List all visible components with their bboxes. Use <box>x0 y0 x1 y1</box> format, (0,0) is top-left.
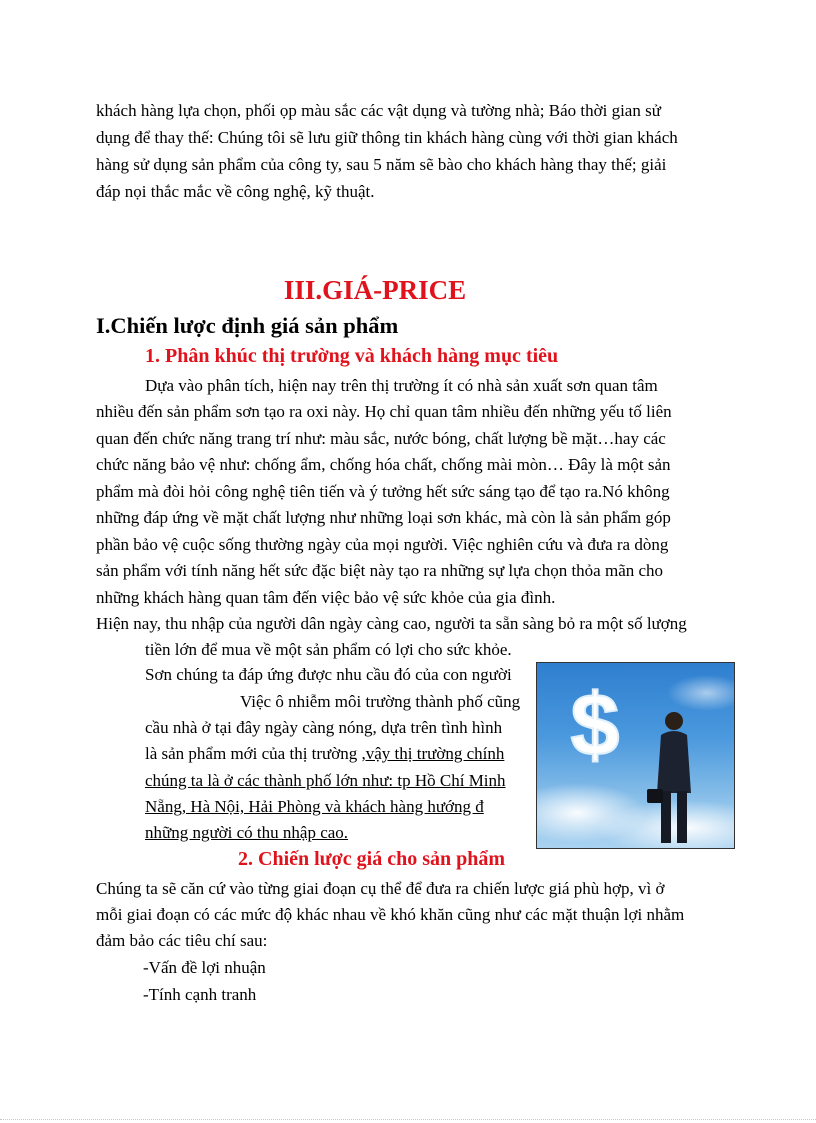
body-line: sản phẩm với tính năng hết sức đặc biệt này tạo ra những sự lựa chọn thỏa mãn cho <box>96 561 664 580</box>
body-line: những khách hàng quan tâm đến việc bảo vệ sức khỏe của gia đình. <box>96 588 556 607</box>
body-line: Hiện nay, thu nhập của người dân ngày càng cao, người ta sẵn sàng bỏ ra một số lượng <box>96 614 687 633</box>
underlined-text: ,vậy thị trường chính <box>361 744 505 763</box>
body-line: Chúng ta sẽ căn cứ vào từng giai đoạn cụ thể để đưa ra chiến lược giá phù hợp, vì ở <box>96 879 665 898</box>
image-illustration <box>537 663 734 848</box>
body-line: Việc ô nhiễm môi trường thành phố cũng <box>240 692 521 711</box>
underlined-line: những người có thu nhập cao. <box>145 823 349 842</box>
body-line: mỗi giai đoạn có các mức độ khác nhau về khó khăn cũng như các mặt thuận lợi nhằm <box>96 905 685 924</box>
cloud <box>667 675 734 711</box>
body-text: là sản phẩm mới của thị trường <box>145 744 362 763</box>
intro-line: dụng để thay thế: Chúng tôi sẽ lưu giữ thông tin khách hàng cùng với thời gian khách <box>96 128 678 147</box>
dollar-sign-cloud: $ <box>570 675 620 774</box>
subheading-price-strategy: 2. Chiến lược giá cho sản phẩm <box>238 848 506 870</box>
intro-line: hàng sử dụng sản phẩm của công ty, sau 5 năm sẽ bào cho khách hàng thay thế; giải <box>96 155 667 174</box>
body-line: Dựa vào phân tích, hiện nay trên thị trường ít có nhà sản xuất sơn quan tâm <box>145 376 658 395</box>
body-line: quan đến chức năng trang trí như: màu sắc, nước bóng, chất lượng bề mặt…hay các <box>96 429 666 448</box>
body-line: phẩm mà đòi hỏi công nghệ tiên tiến và ý tưởng hết sức sáng tạo để tạo ra.Nó không <box>96 482 670 501</box>
body-line: phần bảo vệ cuộc sống thường ngày của mọi người. Việc nghiên cứu và đưa ra dòng <box>96 535 669 554</box>
subheading-market-segmentation: 1. Phân khúc thị trường và khách hàng mục tiêu <box>145 345 559 367</box>
heading-pricing-strategy: I.Chiến lược định giá sản phẩm <box>96 313 399 338</box>
body-line: đảm bảo các tiêu chí sau: <box>96 931 268 950</box>
body-line: nhiều đến sản phẩm sơn tạo ra oxi này. Họ chỉ quan tâm nhiều đến những yếu tố liên <box>96 402 672 421</box>
page-bottom-divider <box>0 1119 816 1120</box>
section-title: III.GIÁ-PRICE <box>283 275 467 305</box>
underlined-line: Nẵng, Hà Nội, Hải Phòng và khách hàng hướng đ <box>145 797 484 816</box>
body-line <box>145 744 504 764</box>
body-line: những đáp ứng về mặt chất lượng như những loại sơn khác, mà còn là sản phẩm góp <box>96 508 671 527</box>
intro-line: đáp nọi thắc mắc về công nghệ, kỹ thuật. <box>96 182 375 201</box>
intro-line: khách hàng lựa chọn, phối ọp màu sắc các vật dụng và tường nhà; Báo thời gian sử <box>96 101 661 120</box>
underlined-line: chúng ta là ở các thành phố lớn như: tp Hồ Chí Minh <box>145 771 506 790</box>
body-line: Sơn chúng ta đáp ứng được nhu cầu đó của con người <box>145 665 512 684</box>
dollar-cloud-businessman-image <box>536 662 735 849</box>
list-item: -Tính cạnh tranh <box>143 985 257 1004</box>
body-line: chức năng bảo vệ như: chống ẩm, chống hóa chất, chống mài mòn… Đây là một sản <box>96 455 671 474</box>
list-item: -Vấn đề lợi nhuận <box>143 958 266 977</box>
body-line: cầu nhà ở tại đây ngày càng nóng, dựa trên tình hình <box>145 718 503 737</box>
body-line: tiền lớn để mua về một sản phẩm có lợi cho sức khỏe. <box>145 640 512 659</box>
